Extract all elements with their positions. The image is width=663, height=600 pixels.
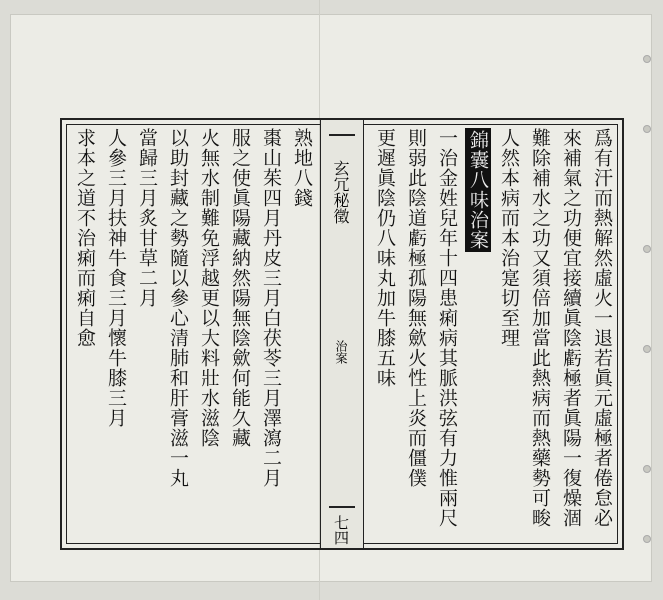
- text-frame: [60, 118, 624, 550]
- page-number: 七四: [332, 515, 350, 545]
- left-column: 熟地八錢: [291, 128, 313, 208]
- right-column: 則弱此陰道虧極孤陽無歛火性上炎而僵僕: [405, 128, 427, 488]
- left-column: 當歸三月炙甘草二月: [136, 128, 158, 308]
- right-column: 一治金姓兒年十四患痢病其脈洪弦有力惟兩尺: [436, 128, 458, 528]
- right-column: 來補氣之功便宜接續眞陰虧極者眞陽一復燥涸: [560, 128, 582, 528]
- right-column: 人然本病而本治寔切至理: [498, 128, 520, 348]
- right-column: 爲有汗而熱解然虛火一退若眞元虛極者倦怠必: [591, 128, 613, 528]
- left-column: 人參三月扶神牛食三月懷牛膝三月: [105, 128, 127, 428]
- right-column: 錦囊八味治案: [467, 130, 489, 250]
- right-column: 難除補水之功又須倍加當此熱病而熱藥勢可畯: [529, 128, 551, 528]
- left-column: 以助封藏之勢隨以參心清肺和肝膏滋一丸: [167, 128, 189, 488]
- left-column: 服之使眞陽藏納然陽無陰歛何能久藏: [229, 128, 251, 448]
- section-label: 治案: [334, 340, 348, 364]
- right-column: 更遲眞陰仍八味丸加牛膝五味: [374, 128, 396, 388]
- left-column: 火無水制難免浮越更以大料壯水滋陰: [198, 128, 220, 448]
- left-column: 棗山茱四月丹皮三月白茯苓三月澤瀉二月: [260, 128, 282, 488]
- fish-tail-mark-top: [329, 134, 355, 154]
- fish-tail-mark-bottom: [329, 490, 355, 508]
- left-column: 求本之道不治痢而痢自愈: [74, 128, 96, 348]
- center-margin-column: [320, 120, 364, 548]
- book-title: 玄冗秘徵: [331, 160, 350, 224]
